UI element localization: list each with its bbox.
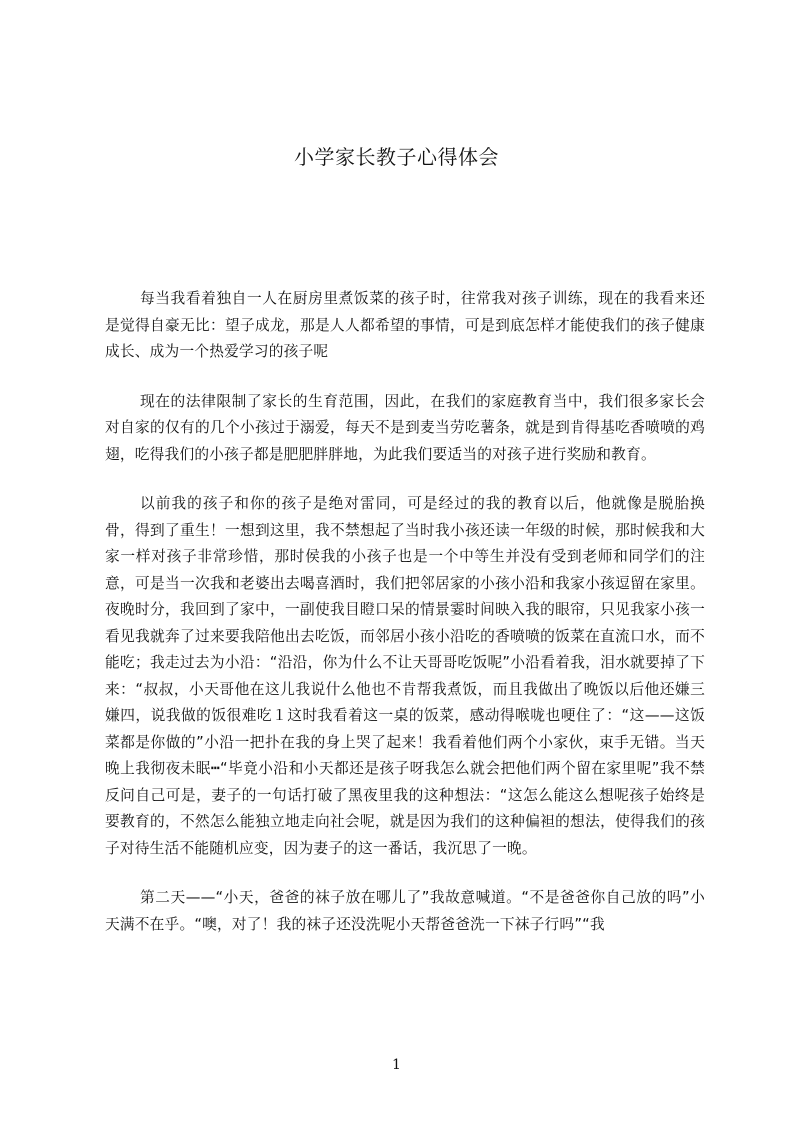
paragraph: 以前我的孩子和你的孩子是绝对雷同，可是经过的我的教育以后，他就像是脱胎换骨，得到了重生！一想到这里，我不禁想起了当时我小孩还读一年级的时候，那时候我和大家一样对孩子非常珍惜，那时侯我的小孩子也是一个中等生并没有受到老师和同学们的注意，可是当一次我和老婆出去喝喜酒时，我们把邻居家的小孩小沿和我家小孩逗留在家里。夜晚时分，我回到了家中，一副使我目瞪口呆的情景霎时间映入我的眼帘，只见我家小孩一看见我就奔了过来要我陪他出去吃饭，而邻居小孩小沿吃的香喷喷的饭菜在直流口水，而不能吃；我走过去为小沿：“沿沿，你为什么不让天哥哥吃饭呢”小沿看着我，泪水就要掉了下来：“叔叔，小天哥他在这儿我说什么他也不肯帮我煮饭，而且我做出了晚饭以后他还嫌三嫌四，说我做的饭很难吃１这时我看着这一桌的饭菜，感动得喉咙也哽住了：“这——这饭菜都是你做的”小沿一把扑在我的身上哭了起来！我看着他们两个小家伙，束手无错。当天晚上我彻夜未眠┅“毕竟小沿和小天都还是孩子呀我怎么就会把他们两个留在家里呢”我不禁反问自己可是，妻子的一句话打破了黑夜里我的这种想法：“这怎么能这么想呢孩子始终是要教育的，不然怎么能独立地走向社会呢，就是因为我们的这种偏袒的想法，使得我们的孩子对待生活不能随机应变，因为妻子的这一番话，我沉思了一晚。 [105,495,705,857]
paragraph: 第二天——“小天，爸爸的袜子放在哪儿了”我故意喊道。“不是爸爸你自己放的吗”小天满不在乎。“噢，对了！我的袜子还没洗呢小天帮爸爸洗一下袜子行吗”“我 [105,889,705,933]
paragraph: 现在的法律限制了家长的生育范围，因此，在我们的家庭教育当中，我们很多家长会对自家的仅有的几个小孩过于溺爱，每天不是到麦当劳吃薯条，就是到肯得基吃香喷喷的鸡翅，吃得我们的小孩子都是肥肥胖胖地，为此我们要适当的对孩子进行奖励和教育。 [105,392,705,463]
page-number: 1 [392,1057,401,1073]
document-body [105,286,705,961]
document-title: 小学家长教子心得体会 [294,145,499,169]
paragraph: 每当我看着独自一人在厨房里煮饭菜的孩子时，往常我对孩子训练，现在的我看来还是觉得自豪无比：望子成龙，那是人人都希望的事情，可是到底怎样才能使我们的孩子健康成长、成为一个热爱学习的孩子呢 [105,290,705,360]
